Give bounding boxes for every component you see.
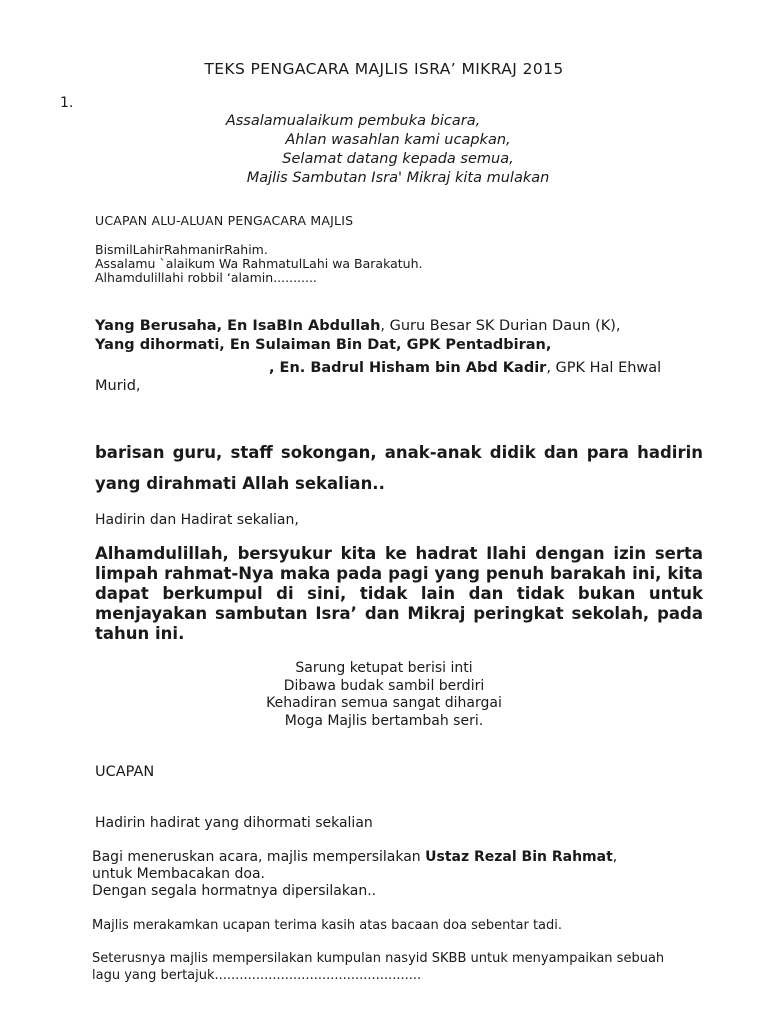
section-number: 1. (60, 95, 74, 111)
greeting-name: Yang dihormati, En Sulaiman Bin Dat, GPK Pentadbiran, (95, 337, 552, 353)
document-title: TEKS PENGACARA MAJLIS ISRA’ MIKRAJ 2015 (204, 60, 564, 78)
invitation-text: , (612, 849, 618, 865)
greeting-role: , Guru Besar SK Durian Daun (K), (380, 318, 621, 334)
pantun-line: Ahlan wasahlan kami ucapkan, (285, 132, 511, 148)
address-line: Hadirin hadirat yang dihormati sekalian (95, 815, 373, 831)
invitation-line: Dengan segala hormatnya dipersilakan.. (92, 883, 377, 899)
salutation-line: BismilLahirRahmanirRahim. (95, 242, 268, 257)
nasyid-line: lagu yang bertajuk.................................................. (92, 968, 422, 983)
gratitude-paragraph: Alhamdulillah, bersyukur kita ke hadrat Ilahi dengan izin serta limpah rahmat-Nya maka pada pagi yang penuh barakah ini, kita dapat berkumpul di sini, tidak lain dan tidak bukan untuk menjayakan sambutan Isra’ dan Mikraj peringkat sekolah, pada tahun ini. (95, 544, 703, 643)
pantun-line: Kehadiran semua sangat dihargai (266, 695, 502, 711)
greeting-line-murid: Murid, (95, 378, 141, 394)
thanks-line: Majlis merakamkan ucapan terima kasih atas bacaan doa sebentar tadi. (92, 918, 563, 933)
pantun-line: Majlis Sambutan Isra' Mikraj kita mulakan (246, 170, 550, 186)
pantun-line: Dibawa budak sambil berdiri (283, 677, 485, 694)
speaker-name: Ustaz Rezal Bin Rahmat (425, 849, 613, 865)
greeting-role: , GPK Hal Ehwal (546, 360, 662, 376)
invitation-text: Bagi meneruskan acara, majlis mempersilakan (92, 849, 426, 865)
invitation-line (92, 849, 617, 866)
address-line: Hadirin dan Hadirat sekalian, (95, 512, 299, 528)
pantun-line: Selamat datang kepada semua, (282, 151, 514, 167)
greeting-line-hem (269, 360, 661, 376)
middle-pantun (0, 660, 768, 730)
salutation-line: Assalamu `alaikum Wa RahmatulLahi wa Barakatuh. (95, 256, 423, 271)
nasyid-line: Seterusnya majlis mempersilakan kumpulan nasyid SKBB untuk menyampaikan sebuah (92, 951, 665, 966)
pantun-line: Assalamualaikum pembuka bicara, (225, 113, 481, 129)
greeting-line-admin (95, 336, 621, 355)
opening-pantun (0, 112, 768, 188)
greeting-line-principal (95, 317, 621, 336)
salutation-line: Alhamdulillahi robbil ‘alamin........... (95, 270, 317, 285)
audience-paragraph: barisan guru, staff sokongan, anak-anak didik dan para hadirin yang dirahmati Allah sekalian.. (95, 443, 703, 493)
welcome-heading: UCAPAN ALU-ALUAN PENGACARA MAJLIS (95, 213, 354, 228)
speech-heading: UCAPAN (95, 764, 155, 780)
greetings-block (95, 317, 621, 355)
invitation-block (92, 849, 617, 900)
pantun-line: Moga Majlis bertambah seri. (284, 712, 484, 729)
salutation-block (95, 243, 422, 285)
invitation-line: untuk Membacakan doa. (92, 866, 265, 882)
greeting-name: Yang Berusaha, En IsaBIn Abdullah (95, 318, 381, 334)
nasyid-block (92, 950, 664, 984)
pantun-line: Sarung ketupat berisi inti (295, 660, 473, 676)
greeting-name: , En. Badrul Hisham bin Abd Kadir (269, 360, 547, 376)
